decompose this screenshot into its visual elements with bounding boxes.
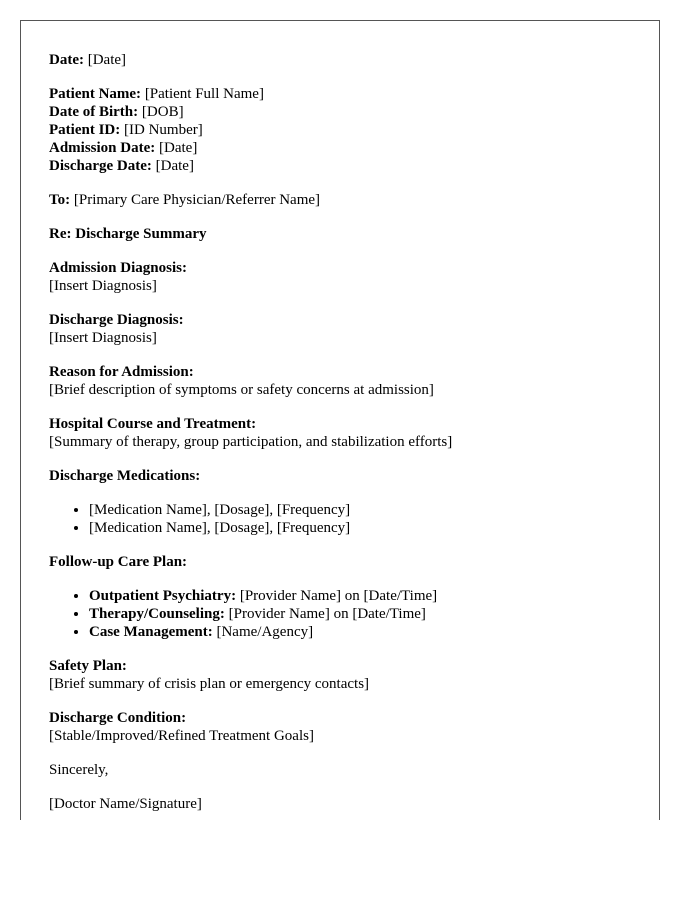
- list-item: • [Medication Name], [Dosage], [Frequency]: [89, 501, 631, 519]
- followup-list: [49, 587, 631, 641]
- medications-heading: Discharge Medications:: [49, 468, 201, 484]
- hospital-course: Hospital Course and Treatment: [Summary of therapy, group participation, and stabilization efforts]: [49, 416, 453, 450]
- reason-for-admission: Reason for Admission: [Brief description of symptoms or safety concerns at admission]: [49, 364, 434, 398]
- signature: [Doctor Name/Signature]: [49, 796, 202, 812]
- patient-info: Patient Name: [Patient Full Name] Date of Birth: [DOB] Patient ID: [ID Number] Admission Date: [Date] Discharge Date: [Date]: [49, 86, 264, 174]
- discharge-diagnosis: Discharge Diagnosis: [Insert Diagnosis]: [49, 312, 184, 346]
- list-item: • Case Management: [Name/Agency]: [89, 623, 631, 641]
- closing: Sincerely,: [49, 762, 109, 778]
- admission-diagnosis: Admission Diagnosis: [Insert Diagnosis]: [49, 260, 187, 294]
- list-item: • [Medication Name], [Dosage], [Frequency]: [89, 519, 631, 537]
- medications-list: [49, 501, 631, 537]
- date-line: Date: [Date]: [49, 52, 127, 68]
- followup-heading: Follow-up Care Plan:: [49, 554, 188, 570]
- discharge-condition: Discharge Condition: [Stable/Improved/Refined Treatment Goals]: [49, 710, 314, 744]
- list-item: • Therapy/Counseling: [Provider Name] on [Date/Time]: [89, 605, 631, 623]
- safety-plan: Safety Plan: [Brief summary of crisis plan or emergency contacts]: [49, 658, 370, 692]
- recipient-line: To: [Primary Care Physician/Referrer Name]: [49, 192, 321, 208]
- list-item: • Outpatient Psychiatry: [Provider Name] on [Date/Time]: [89, 587, 631, 605]
- document-page: [20, 20, 660, 820]
- subject-line: Re: Discharge Summary: [49, 226, 207, 242]
